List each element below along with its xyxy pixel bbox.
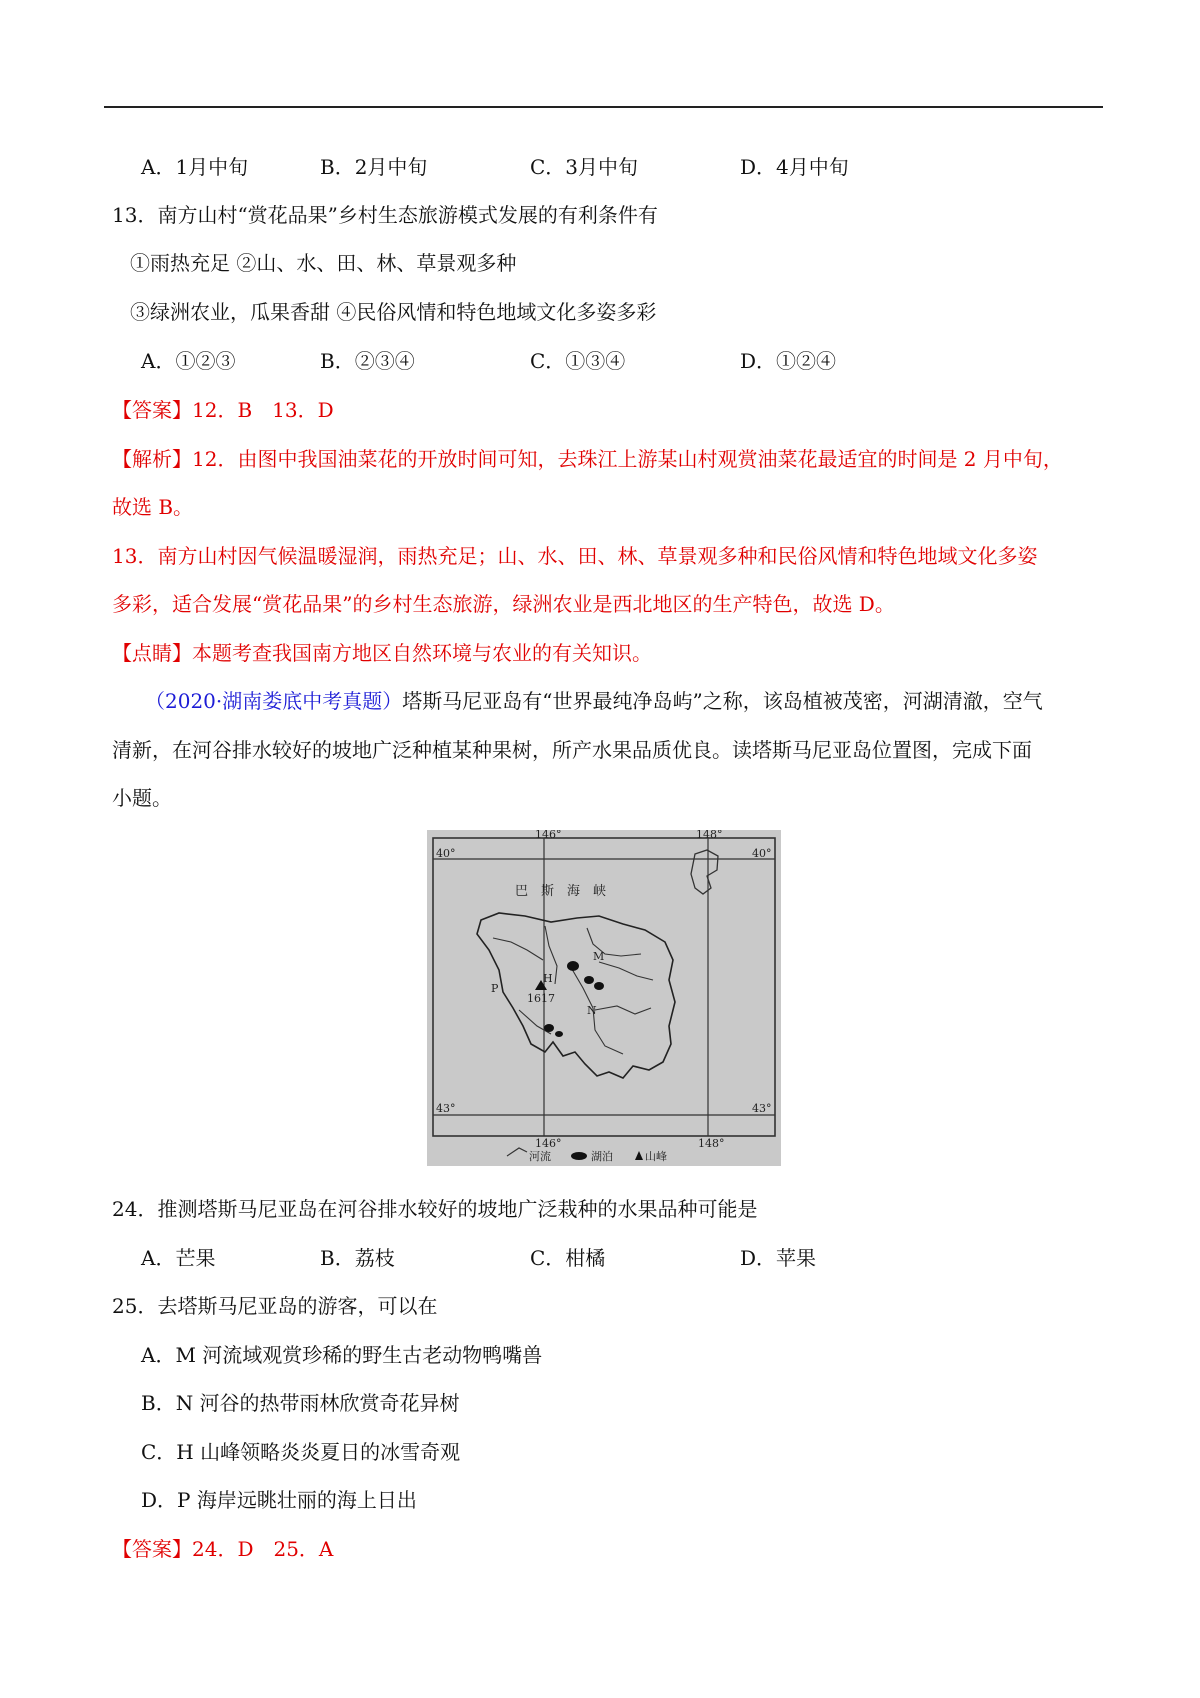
lat-label-left-43: 43° <box>436 1102 456 1115</box>
lat-label-right-43: 43° <box>752 1102 772 1115</box>
q13-option-a: A．①②③ <box>141 349 236 373</box>
lake-3 <box>594 982 604 990</box>
intro-line-1 <box>145 686 1043 716</box>
q13-item-2: ③绿洲农业，瓜果香甜 ④民俗风情和特色地域文化多姿多彩 <box>130 300 657 324</box>
lon-label-top-146: 146° <box>535 830 562 841</box>
lake-2 <box>584 976 594 984</box>
legend-lake-icon <box>571 1152 587 1160</box>
answer-text: 12．B 13．D <box>192 398 334 422</box>
lake-4 <box>544 1024 554 1032</box>
river-northwest <box>493 938 543 960</box>
legend-peak-label: 山峰 <box>645 1150 667 1163</box>
lon-label-bottom-148: 148° <box>698 1137 725 1150</box>
sea-label: 巴 斯 海 峡 <box>515 884 607 899</box>
q25-option-d: D．P 海岸远眺壮丽的海上日出 <box>141 1488 417 1512</box>
river-label-m: M <box>593 950 605 963</box>
header-rule <box>104 106 1103 108</box>
analysis-line-1 <box>112 444 1063 474</box>
comment-tag: 【点睛】 <box>112 641 192 665</box>
answer-text-2: 24．D 25．A <box>192 1537 334 1561</box>
analysis-line-3: 13．南方山村因气候温暖湿润，雨热充足；山、水、田、林、草景观多种和民俗风情和特色地域文化多姿 <box>112 544 1038 568</box>
coast-label-p: P <box>491 982 499 995</box>
river-tributary <box>595 1006 651 1014</box>
lat-label-right-40: 40° <box>752 847 772 860</box>
tasmania-map <box>427 830 781 1166</box>
analysis-tag: 【解析】 <box>112 447 192 471</box>
q25-option-a: A．M 河流域观赏珍稀的野生古老动物鸭嘴兽 <box>141 1343 543 1367</box>
intro-line-3: 小题。 <box>112 786 172 810</box>
q25-stem: 25．去塔斯马尼亚岛的游客，可以在 <box>112 1294 438 1318</box>
answer-block-1 <box>112 395 334 425</box>
map-frame <box>433 838 775 1136</box>
q13-stem: 13．南方山村“赏花品果”乡村生态旅游模式发展的有利条件有 <box>112 203 658 227</box>
comment-block <box>112 638 652 668</box>
river-label-n: N <box>587 1004 597 1017</box>
analysis-line-2: 故选 B。 <box>112 495 194 519</box>
q13-option-d: D．①②④ <box>740 349 837 373</box>
q24-stem: 24．推测塔斯马尼亚岛在河谷排水较好的坡地广泛栽种的水果品种可能是 <box>112 1197 758 1221</box>
peak-elevation: 1617 <box>527 992 555 1005</box>
intro-line-2: 清新，在河谷排水较好的坡地广泛种植某种果树，所产水果品质优良。读塔斯马尼亚岛位置图，完成下面 <box>112 738 1032 762</box>
island-outline-small <box>691 850 718 894</box>
lon-label-bottom-146: 146° <box>535 1137 562 1150</box>
river-east <box>599 962 653 980</box>
q13-option-b: B．②③④ <box>320 349 415 373</box>
q12-option-c: C．3月中旬 <box>530 155 639 179</box>
comment-text: 本题考查我国南方地区自然环境与农业的有关知识。 <box>192 641 652 665</box>
peak-label-h: H <box>543 972 553 985</box>
answer-tag: 【答案】 <box>112 398 192 422</box>
analysis-line-4: 多彩，适合发展“赏花品果”的乡村生态旅游，绿洲农业是西北地区的生产特色，故选 D。 <box>112 592 895 616</box>
legend-river-icon <box>507 1148 527 1156</box>
q24-option-c: C．柑橘 <box>530 1246 606 1270</box>
legend-lake-label: 湖泊 <box>591 1150 613 1163</box>
q12-option-b: B．2月中旬 <box>320 155 428 179</box>
q12-option-a: A．1月中旬 <box>141 155 249 179</box>
q24-option-a: A．芒果 <box>141 1246 216 1270</box>
lat-label-left-40: 40° <box>436 847 456 860</box>
answer-tag-2: 【答案】 <box>112 1537 192 1561</box>
lon-label-top-148: 148° <box>696 830 723 841</box>
answer-block-2 <box>112 1534 333 1564</box>
source-label: （2020·湖南娄底中考真题） <box>145 689 403 713</box>
q12-option-d: D．4月中旬 <box>740 155 849 179</box>
intro-text-1: 塔斯马尼亚岛有“世界最纯净岛屿”之称，该岛植被茂密，河湖清澈，空气 <box>402 689 1043 713</box>
q24-option-d: D．苹果 <box>740 1246 817 1270</box>
analysis-text-1: 12．由图中我国油菜花的开放时间可知，去珠江上游某山村观赏油菜花最适宜的时间是 2 月中旬， <box>192 447 1063 471</box>
legend-river-label: 河流 <box>529 1150 551 1163</box>
q24-option-b: B．荔枝 <box>320 1246 395 1270</box>
legend-peak-icon <box>635 1151 643 1160</box>
q13-option-c: C．①③④ <box>530 349 626 373</box>
tasmania-outline <box>477 913 675 1078</box>
q13-item-1: ①雨热充足 ②山、水、田、林、草景观多种 <box>130 251 517 275</box>
q25-option-c: C．H 山峰领略炎炎夏日的冰雪奇观 <box>141 1440 461 1464</box>
q25-option-b: B．N 河谷的热带雨林欣赏奇花异树 <box>141 1391 460 1415</box>
lake-1 <box>567 961 579 971</box>
lake-5 <box>555 1031 563 1037</box>
